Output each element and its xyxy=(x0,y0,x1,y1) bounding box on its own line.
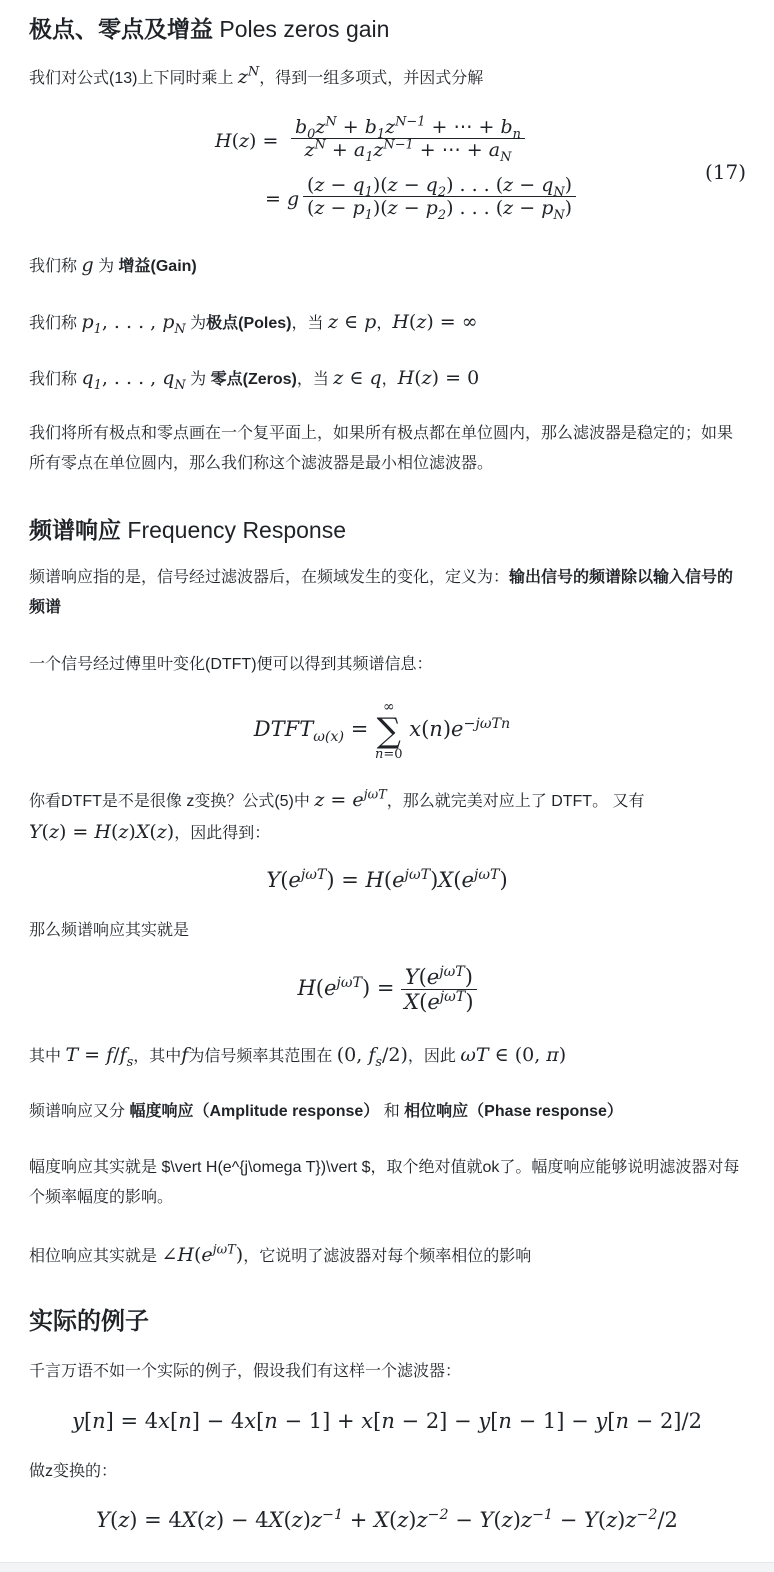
paragraph-z-transform: 做z变换的： xyxy=(29,1463,118,1480)
equation-frequency-response: $H(e^{j\omega T})$ = $\frac{Y(e^{j\omega T})}{X(e^{j\omega T})}$ xyxy=(0,965,774,1014)
paragraph-poles: 我们称 $p_1$, . . . , $p_N$ 为极点(Poles)，当 z ∈ p，H(z) = ∞ xyxy=(29,311,478,337)
paragraph-frequency-definition: 频谱响应指的是，信号经过滤波器后，在频域发生的变化，定义为：输出信号的频谱除以输入信号的频谱 xyxy=(29,569,734,616)
equation-transfer-function: H(z) = $b_0z^N + b_1z^{N-1}$ + ⋯ + $b_n$ $z^N + a_1z^{N-1}$ + ⋯ + $a_N$ = g $(z - q_1)(z - q_2)$ . . . $(z - q_N)$ $(z - p_1)(z - p_2)$ . . . $(z - p_N)$ xyxy=(215,116,615,232)
section-heading-poles-zeros-gain: 极点、零点及增益 Poles zeros gain xyxy=(29,16,390,42)
paragraph-period: 其中 $T = f/f_s$，其中f为信号频率其范围在 (0, $f_s/2$)，因此 ωT ∈ (0, π) xyxy=(29,1044,567,1070)
section-heading-example: 实际的例子 xyxy=(29,1308,149,1335)
section-heading-frequency-response: 频谱响应 Frequency Response xyxy=(29,517,347,543)
equation-output-spectrum: $Y(e^{j\omega T}) = H(e^{j\omega T})X(e^{j\omega T})$ xyxy=(266,867,508,892)
paragraph-frequency-response-is: 那么频谱响应其实就是 xyxy=(29,922,190,939)
paragraph-amplitude-response: 幅度响应其实就是 $\vert H(e^{j\omega T})\vert $，取个绝对值就ok了。幅度响应能够说明滤波器对每个频率幅度的影响。 xyxy=(29,1159,740,1206)
paragraph-stability: 我们将所有极点和零点画在一个复平面上，如果所有极点都在单位圆内，那么滤波器是稳定的；如果所有零点在单位圆内，那么我们称这个滤波器是最小相位滤波器。 xyxy=(29,425,734,472)
paragraph-multiply: 我们对公式(13)上下同时乘上 $z^N$，得到一组多项式，并因式分解 xyxy=(29,64,484,88)
paragraph-gain: 我们称 g 为 增益(Gain) xyxy=(29,254,197,276)
equation-difference: y[n] = 4x[n] − 4x[n − 1] + x[n − 2] − y[n − 1] − y[n − 2]/2 xyxy=(72,1409,702,1433)
paragraph-zeros: 我们称 $q_1$, . . . , $q_N$ 为 零点(Zeros)，当 z ∈ q，H(z) = 0 xyxy=(29,367,480,393)
paragraph-phase-response: 相位响应其实就是 $\angle H(e^{j\omega T})$，它说明了滤波器对每个频率相位的影响 xyxy=(29,1242,532,1266)
equation-number: (17) xyxy=(704,160,746,184)
paragraph-amplitude-phase: 频谱响应又分 幅度响应（Amplitude response） 和 相位响应（Phase response） xyxy=(29,1103,623,1120)
paragraph-dtft-z: 你看DTFT是不是很像 z变换？公式(5)中 $z = e^{j\omega T}$，那么就完美对应上了 DTFT。 又有 Y(z) = H(z)X(z)，因此得到： xyxy=(29,787,645,843)
paragraph-example-intro: 千言万语不如一个实际的例子，假设我们有这样一个滤波器： xyxy=(29,1363,462,1380)
paragraph-dtft-intro: 一个信号经过傅里叶变化(DTFT)便可以得到其频谱信息： xyxy=(29,656,433,673)
equation-dtft: $DTFT_{\omega(x)}$ = ∞ ∑ n=0 $x(n)e^{-j\omega Tn}$ xyxy=(253,699,511,762)
equation-z-transform: $Y(z) = 4X(z) - 4X(z)z^{-1} + X(z)z^{-2} - Y(z)z^{-1} - Y(z)z^{-2}/2$ xyxy=(96,1507,678,1532)
bottom-scroll-edge xyxy=(0,1562,774,1572)
